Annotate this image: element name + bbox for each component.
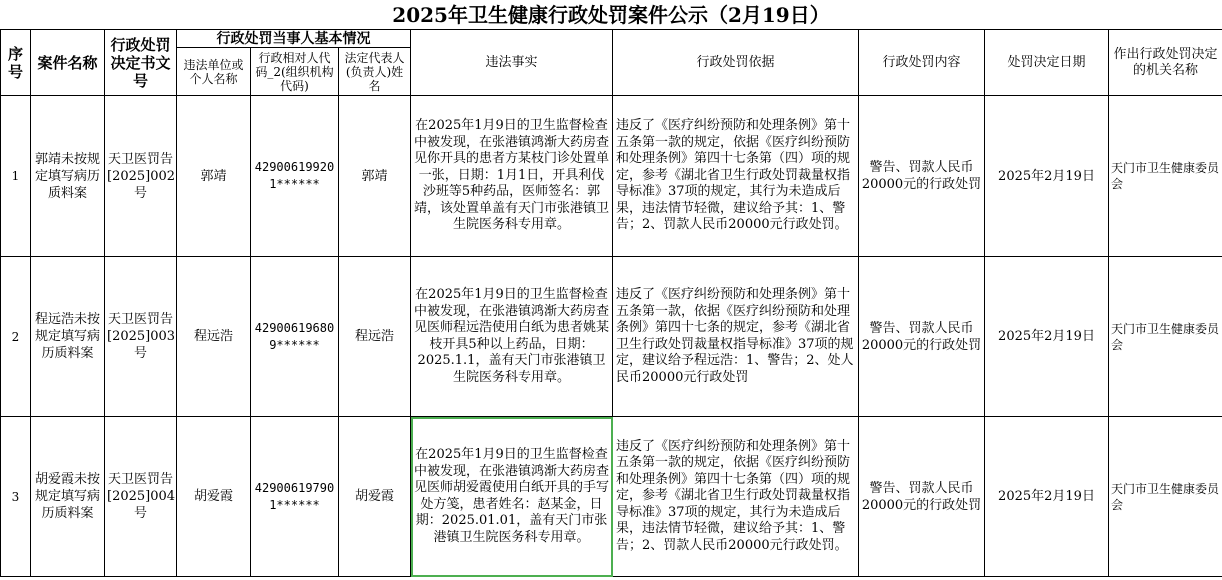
penalty-table (0, 29, 1222, 577)
row-facts: 在2025年1月9日的卫生监督检查中被发现，在张港镇鸿渐大药房查见医师程远浩使用白纸为患者姚某枝开具5种以上药品，日期：2025.1.1，盖有天门市张港镇卫生院医务科专用章。 (411, 257, 613, 417)
row-party-name: 程远浩 (177, 257, 251, 417)
row-case-name: 程远浩未按规定填写病历质料案 (31, 257, 105, 417)
row-party-code: 429006196809****** (251, 257, 339, 417)
row-content: 警告、罚款人民币20000元的行政处罚 (859, 257, 985, 417)
header-date: 处罚决定日期 (985, 30, 1109, 96)
header-party-code: 行政相对人代码_2(组织机构代码) (251, 48, 339, 96)
row-party-name: 郭靖 (177, 96, 251, 257)
row-basis: 违反了《医疗纠纷预防和处理条例》第十五条第一款，依据《医疗纠纷预防和处理条例》第四十七条的规定，参考《湖北省卫生行政处罚裁量权指导标准》37项的规定，建议给予程远浩：1、警告；2、处人民币20000元行政处罚 (613, 257, 859, 417)
row-doc-no: 天卫医罚告[2025]002号 (105, 96, 177, 257)
table-row (1, 257, 1222, 417)
row-date: 2025年2月19日 (985, 257, 1109, 417)
header-doc-no: 行政处罚决定书文号 (105, 30, 177, 96)
row-legal-rep: 程远浩 (339, 257, 411, 417)
row-seq: 1 (1, 96, 31, 257)
header-basis: 行政处罚依据 (613, 30, 859, 96)
row-seq: 3 (1, 417, 31, 577)
header-legal-rep: 法定代表人(负责人)姓名 (339, 48, 411, 96)
row-doc-no: 天卫医罚告[2025]004号 (105, 417, 177, 577)
row-doc-no: 天卫医罚告[2025]003号 (105, 257, 177, 417)
row-content: 警告、罚款人民币20000元的行政处罚 (859, 417, 985, 577)
document-title: 2025年卫生健康行政处罚案件公示（2月19日） (392, 3, 830, 27)
header-content: 行政处罚内容 (859, 30, 985, 96)
table-row (1, 96, 1222, 257)
row-case-name: 郭靖未按规定填写病历质料案 (31, 96, 105, 257)
header-seq: 序号 (1, 30, 31, 96)
row-facts-selected-cell[interactable]: 在2025年1月9日的卫生监督检查中被发现，在张港镇鸿渐大药房查见医师胡爱霞使用白纸开具的手写处方笺，患者姓名：赵某金，日期：2025.01.01，盖有天门市张港镇卫生院医务科专用章。 (411, 417, 613, 577)
header-party-name: 违法单位或个人名称 (177, 48, 251, 96)
row-authority: 天门市卫生健康委员会 (1109, 417, 1222, 577)
header-authority: 作出行政处罚决定的机关名称 (1109, 30, 1222, 96)
row-facts: 在2025年1月9日的卫生监督检查中被发现，在张港镇鸿渐大药房查见你开具的患者方某枝门诊处置单一张，日期：1月1日，开具利伐沙班等5种药品，医师签名：郭靖，该处置单盖有天门市张港镇卫生院医务科专用章。 (411, 96, 613, 257)
row-content: 警告、罚款人民币20000元的行政处罚 (859, 96, 985, 257)
row-date: 2025年2月19日 (985, 96, 1109, 257)
row-party-code: 429006199201****** (251, 96, 339, 257)
header-case-name: 案件名称 (31, 30, 105, 96)
header-party-group: 行政处罚当事人基本情况 (177, 30, 411, 48)
row-seq: 2 (1, 257, 31, 417)
row-basis: 违反了《医疗纠纷预防和处理条例》第十五条第一款的规定，依据《医疗纠纷预防和处理条例》第四十七条第（四）项的规定，参考《湖北省卫生行政处罚裁量权指导标准》37项的规定，其行为未造成后果，违法情节轻微，建议给予其：1、警告；2、罚款人民币20000元行政处罚。 (613, 417, 859, 577)
header-row-1 (1, 30, 1222, 48)
row-authority: 天门市卫生健康委员会 (1109, 257, 1222, 417)
row-legal-rep: 郭靖 (339, 96, 411, 257)
row-authority: 天门市卫生健康委员会 (1109, 96, 1222, 257)
row-party-code: 429006197901****** (251, 417, 339, 577)
table-row (1, 417, 1222, 577)
row-legal-rep: 胡爱霞 (339, 417, 411, 577)
header-facts: 违法事实 (411, 30, 613, 96)
row-case-name: 胡爱霞未按规定填写病历质料案 (31, 417, 105, 577)
row-date: 2025年2月19日 (985, 417, 1109, 577)
row-party-name: 胡爱霞 (177, 417, 251, 577)
row-basis: 违反了《医疗纠纷预防和处理条例》第十五条第一款的规定，依据《医疗纠纷预防和处理条例》第四十七条第（四）项的规定，参考《湖北省卫生行政处罚裁量权指导标准》37项的规定，其行为未造成后果，违法情节轻微，建议给予其：1、警告；2、罚款人民币20000元行政处罚。 (613, 96, 859, 257)
